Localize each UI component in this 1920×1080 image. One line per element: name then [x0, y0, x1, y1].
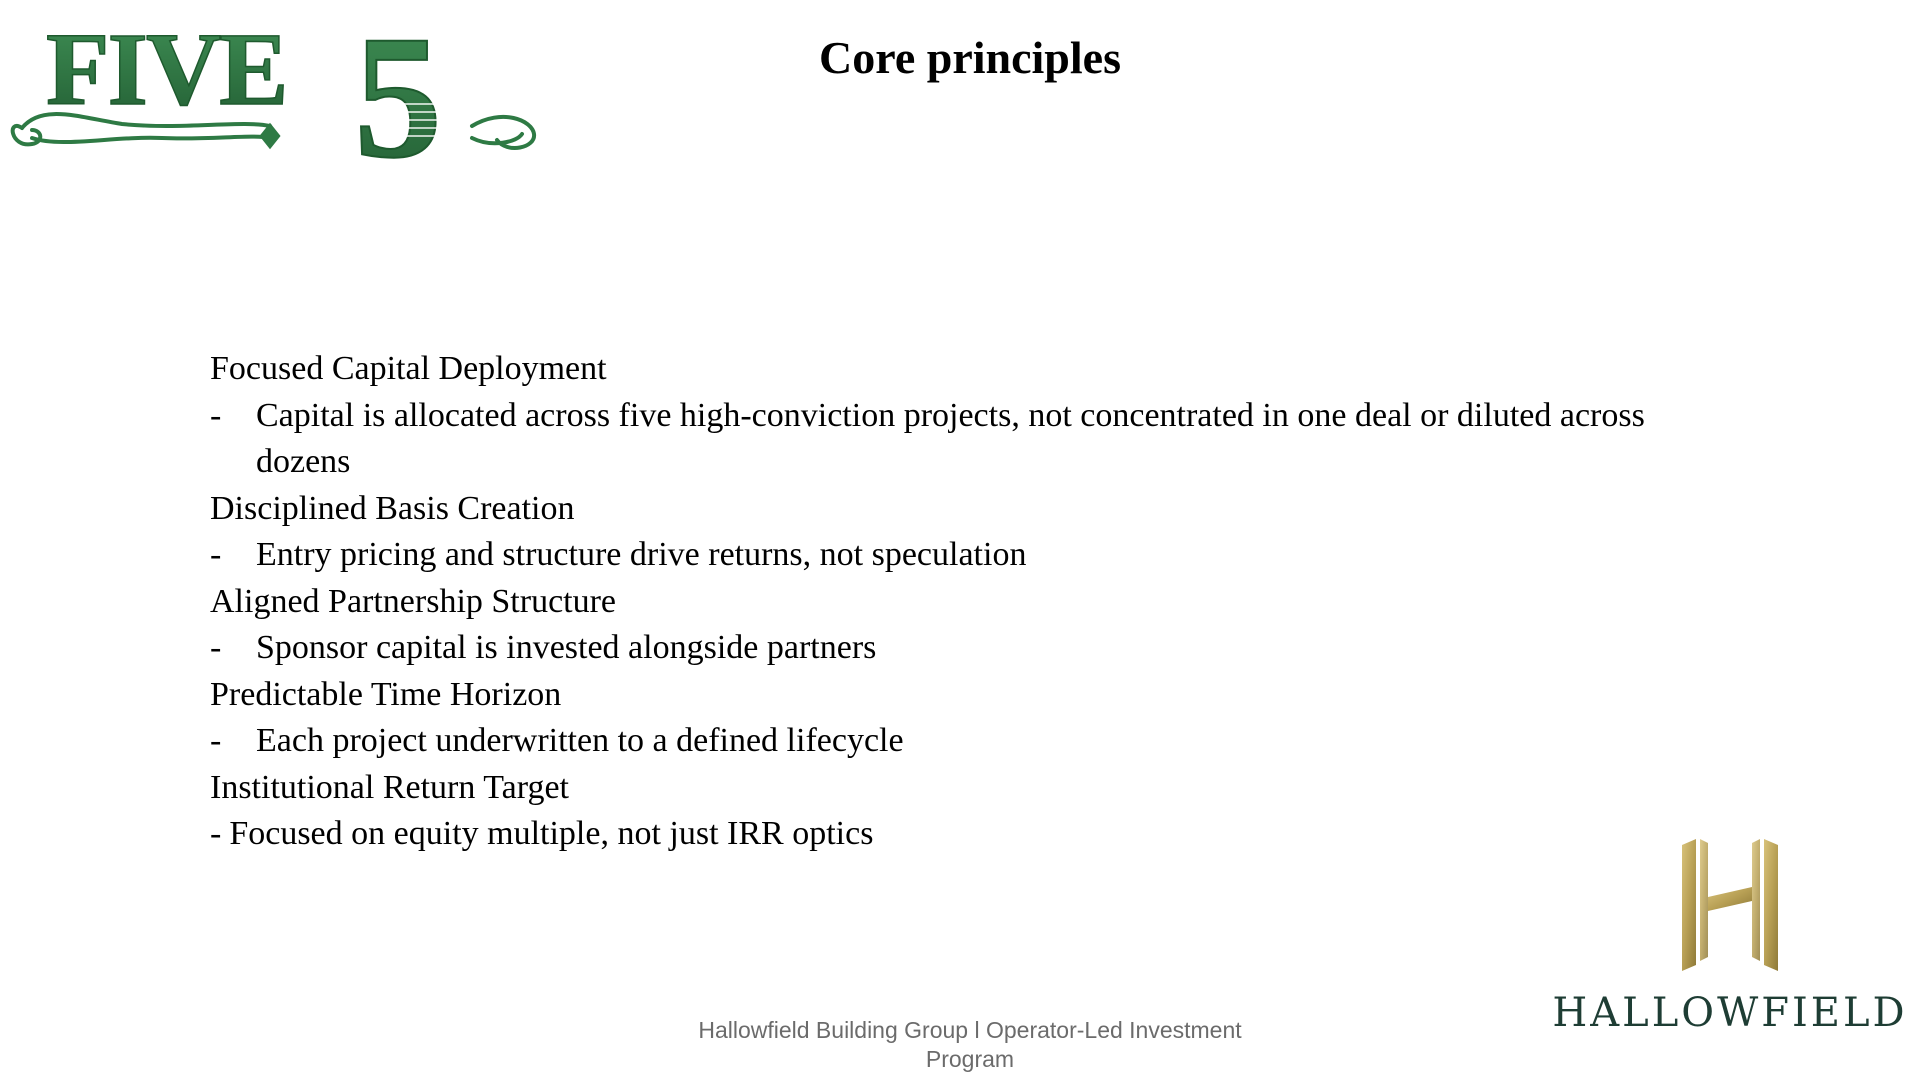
bullet-text: Sponsor capital is invested alongside partners [256, 629, 877, 666]
principle-heading: Aligned Partnership Structure [210, 582, 617, 620]
principle-bullet [210, 393, 1670, 486]
bullet-dash: - [210, 536, 222, 573]
bullet-text: Focused on equity multiple, not just IRR optics [229, 815, 874, 852]
bullet-dash: - [210, 629, 222, 666]
principle-item [210, 346, 1670, 486]
bullet-text: Each project underwritten to a defined lifecycle [256, 722, 904, 759]
principles-list [210, 346, 1670, 858]
hallowfield-wordmark: HALLOWFIELD [1552, 990, 1908, 1036]
hallowfield-monogram-icon [1550, 835, 1910, 985]
logo-five-numeral: 5 [354, 8, 442, 168]
principle-item [210, 486, 1670, 579]
bullet-dash: - [210, 815, 222, 852]
principle-item [210, 672, 1670, 765]
principle-bullet [210, 532, 1670, 579]
principle-bullet [210, 811, 1670, 858]
bullet-dash: - [210, 396, 222, 434]
bullet-text: Entry pricing and structure drive returns, not speculation [256, 536, 1027, 573]
principle-heading: Disciplined Basis Creation [210, 489, 575, 527]
hallowfield-logo [1550, 835, 1910, 1035]
bullet-text: Capital is allocated across five high-conviction projects, not concentrated in one deal or diluted across dozens [256, 396, 1645, 480]
bullet-dash: - [210, 722, 222, 759]
footer-text: Hallowfield Building Group l Operator-Led Investment Program [698, 1017, 1242, 1072]
principle-bullet [210, 625, 1670, 672]
five5-logo [2, 8, 542, 168]
principle-bullet [210, 718, 1670, 765]
principle-heading: Focused Capital Deployment [210, 350, 607, 387]
principle-heading: Predictable Time Horizon [210, 675, 562, 713]
principle-item [210, 579, 1670, 672]
principle-heading: Institutional Return Target [210, 768, 569, 806]
logo-five-wordmark: FIVE [46, 12, 287, 127]
slide-title: Core principles [819, 32, 1121, 83]
principle-item [210, 765, 1670, 858]
